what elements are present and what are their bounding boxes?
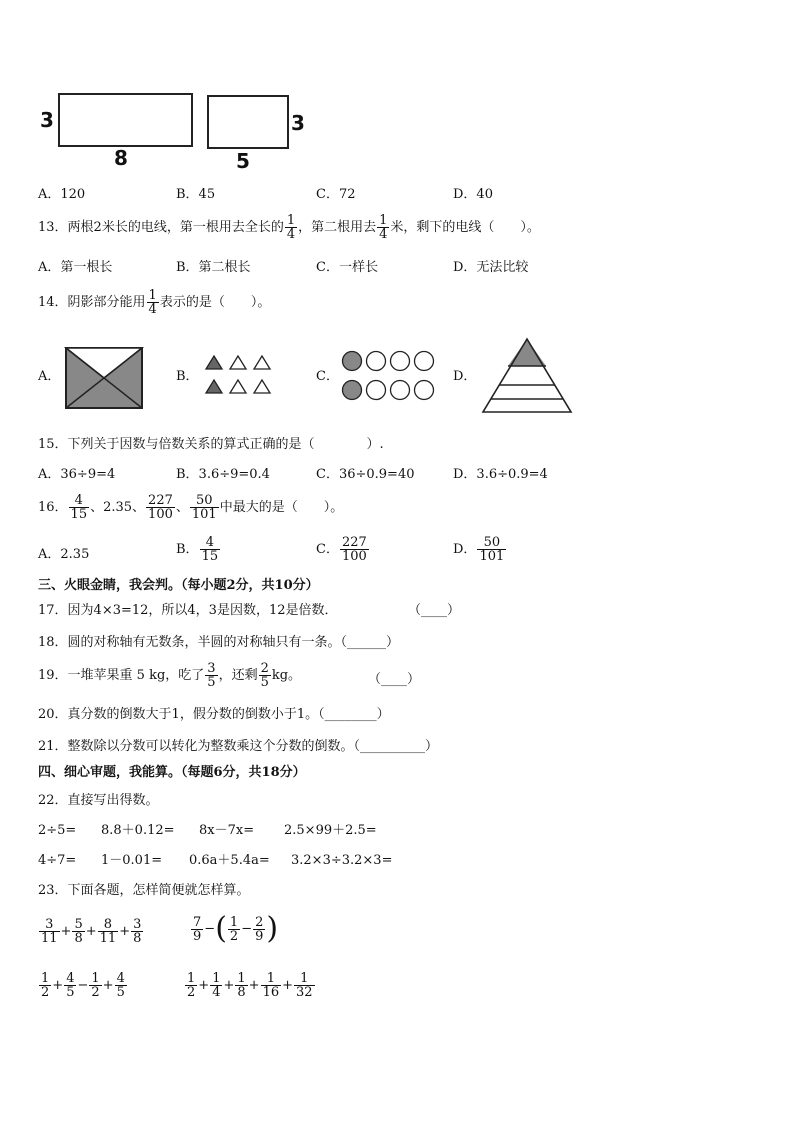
- fraction: $\frac{1}{4}$: [379, 213, 388, 242]
- fraction: $\frac{227}{100}$: [148, 493, 173, 522]
- question-22: 22．直接写出得数。: [38, 793, 159, 808]
- q15-option-b: B．3.6÷9=0.4: [176, 467, 270, 482]
- rect-a-width-label: 8: [114, 146, 128, 170]
- section-3-heading: 三、火眼金睛，我会判。（每小题2分，共10分）: [38, 578, 319, 593]
- question-17: 17．因为4×3=12，所以4，3是因数，12是倍数．: [38, 603, 338, 618]
- fraction: $\frac{4}{15}$: [70, 493, 88, 522]
- q15-option-a: A．36÷9=4: [38, 467, 116, 482]
- triangle-layers-figure: [480, 336, 574, 416]
- fraction: $\frac{3}{11}$: [41, 917, 58, 946]
- q13-option-a: A．第一根长: [38, 260, 113, 275]
- expression-2: $\frac{7}{9}$ −( $\frac{1}{2}$ − $\frac{2}{9}$ ): [193, 911, 279, 946]
- rect-b-width-label: 5: [236, 149, 250, 173]
- rect-b-height-label: 3: [291, 111, 305, 135]
- calc-item: 3.2×3÷3.2×3=: [291, 853, 393, 868]
- q15-option-d: D．3.6÷0.9=4: [453, 467, 548, 482]
- fraction: $\frac{1}{32}$: [296, 971, 313, 1000]
- fraction: $\frac{8}{11}$: [99, 917, 117, 946]
- expression-4: $\frac{1}{2}$ + $\frac{1}{4}$ + $\frac{1}{8}$ + $\frac{1}{16}$ + $\frac{1}{32}$: [187, 971, 313, 1000]
- fraction: $\frac{3}{5}$: [207, 661, 216, 690]
- q12-option-a: A．120: [38, 187, 86, 202]
- expression-1: $\frac{3}{11}$ + $\frac{5}{8}$ + $\frac{8}{11}$ + $\frac{3}{8}$: [41, 917, 142, 946]
- q17-answer-blank[interactable]: （____）: [408, 603, 461, 618]
- q16-option-b: B． $\frac{4}{15}$: [176, 535, 219, 564]
- question-20: 20．真分数的倒数大于1，假分数的倒数小于1。（________）: [38, 707, 390, 722]
- fraction: $\frac{1}{2}$: [41, 971, 50, 1000]
- fraction: $\frac{227}{100}$: [341, 535, 367, 564]
- rectangle-a: [58, 93, 193, 147]
- calc-item: 8.8＋0.12=: [101, 823, 175, 838]
- expression-3: $\frac{1}{2}$ + $\frac{4}{5}$ − $\frac{1}{2}$ + $\frac{4}{5}$: [41, 971, 125, 1000]
- fraction: $\frac{1}{4}$: [286, 213, 296, 242]
- fraction: $\frac{5}{8}$: [74, 917, 83, 946]
- fraction: $\frac{2}{9}$: [255, 914, 264, 944]
- calc-item: 2÷5=: [38, 823, 77, 838]
- q12-option-b: B．45: [176, 187, 216, 202]
- question-21: 21．整数除以分数可以转化为整数乘这个分数的倒数。（__________）: [38, 739, 439, 754]
- fraction: $\frac{4}{5}$: [116, 971, 125, 1000]
- q16-option-d: D． $\frac{50}{101}$: [453, 535, 505, 564]
- fraction: $\frac{1}{16}$: [262, 971, 280, 1000]
- fraction: $\frac{7}{9}$: [193, 914, 202, 944]
- fraction: $\frac{50}{101}$: [479, 535, 505, 564]
- fraction: $\frac{4}{5}$: [66, 971, 75, 1000]
- question-15: 15．下列关于因数与倍数关系的算式正确的是（ ）.: [38, 437, 384, 452]
- q12-option-d: D．40: [453, 187, 493, 202]
- q14-option-c: C．: [316, 369, 339, 384]
- fraction: $\frac{1}{4}$: [148, 288, 157, 317]
- fraction: $\frac{4}{15}$: [201, 535, 219, 564]
- q19-answer-blank[interactable]: （____）: [368, 672, 421, 687]
- fraction: $\frac{2}{5}$: [260, 661, 269, 690]
- q12-option-c: C．72: [316, 187, 356, 202]
- q15-option-c: C．36÷0.9=40: [316, 467, 415, 482]
- question-14: 14．阴影部分能用 $\frac{1}{4}$ 表示的是（ ）。: [38, 288, 271, 317]
- square-quarters-figure: [64, 346, 144, 410]
- rect-a-height-label: 3: [40, 108, 54, 132]
- fraction: $\frac{3}{8}$: [133, 917, 142, 946]
- calc-item: 2.5×99＋2.5=: [284, 823, 377, 838]
- calc-item: 4÷7=: [38, 853, 77, 868]
- q13-option-c: C．一样长: [316, 260, 378, 275]
- fraction: $\frac{1}{4}$: [212, 971, 221, 1000]
- rectangle-b: [207, 95, 289, 149]
- question-23: 23．下面各题，怎样简便就怎样算。: [38, 883, 250, 898]
- section-4-heading: 四、细心审题，我能算。（每题6分，共18分）: [38, 765, 306, 780]
- q14-option-d: D．: [453, 369, 477, 384]
- right-paren: ): [266, 911, 279, 946]
- fraction: $\frac{1}{8}$: [237, 971, 246, 1000]
- q14-option-a: A．: [38, 369, 61, 384]
- calc-item: 8x－7x=: [199, 823, 255, 838]
- q16-option-a: A．2.35: [38, 547, 90, 562]
- q13-option-b: B．第二根长: [176, 260, 251, 275]
- fraction: $\frac{1}{2}$: [187, 971, 196, 1000]
- calc-item: 1－0.01=: [101, 853, 163, 868]
- fraction: $\frac{1}{2}$: [91, 971, 100, 1000]
- question-13: 13．两根2米长的电线，第一根用去全长的 $\frac{1}{4}$ ，第二根用去 $\frac{1}{4}$ 米，剩下的电线（ ）。: [38, 213, 540, 242]
- calc-item: 0.6a＋5.4a=: [189, 853, 270, 868]
- q13-option-d: D．无法比较: [453, 260, 529, 275]
- q16-option-c: C． $\frac{227}{100}$: [316, 535, 367, 564]
- circles-figure: [340, 348, 438, 404]
- triangles-figure: [204, 352, 272, 398]
- question-18: 18．圆的对称轴有无数条，半圆的对称轴只有一条。（______）: [38, 635, 400, 650]
- fraction: $\frac{1}{2}$: [229, 914, 239, 944]
- q14-option-b: B．: [176, 369, 199, 384]
- question-19: 19．一堆苹果重 5 kg，吃了 $\frac{3}{5}$ ，还剩 $\frac{2}{5}$ kg。: [38, 661, 302, 690]
- left-paren: (: [215, 911, 227, 946]
- fraction: $\frac{50}{101}$: [191, 493, 217, 522]
- question-16: 16． $\frac{4}{15}$ 、2.35、 $\frac{227}{100}$ 、 $\frac{50}{101}$ 中最大的是（ ）。: [38, 493, 344, 522]
